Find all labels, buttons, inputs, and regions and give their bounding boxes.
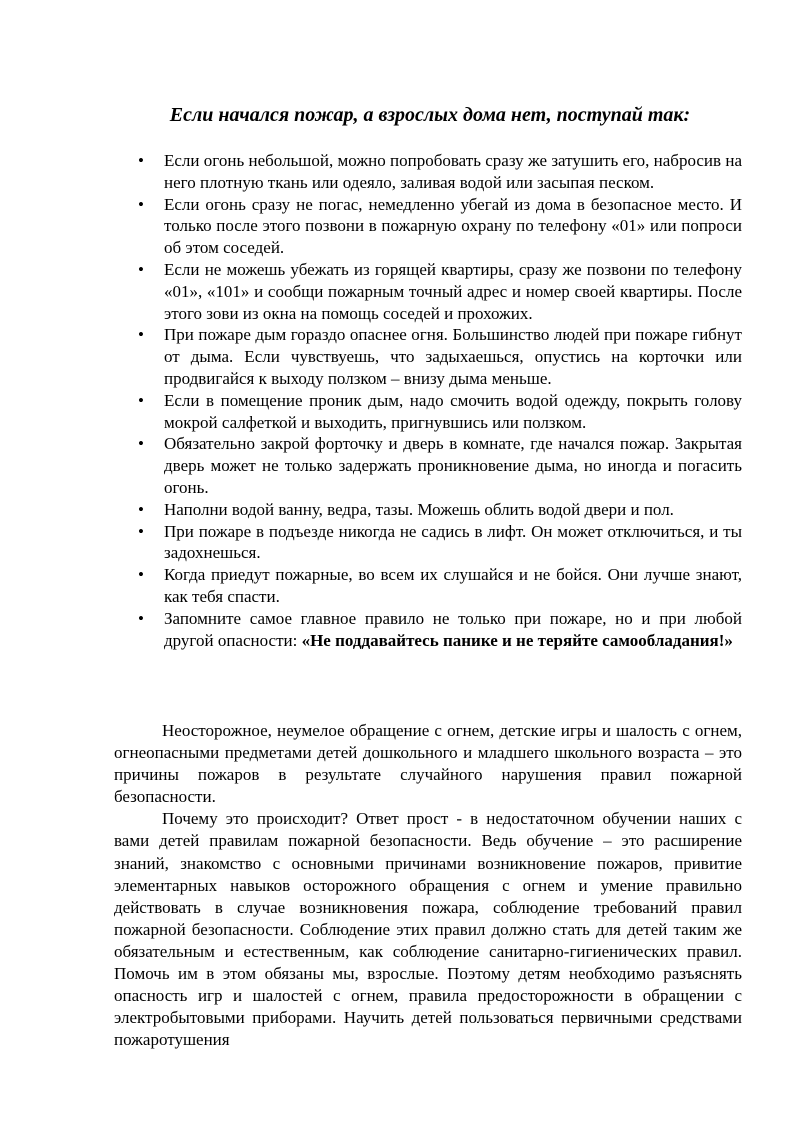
bullet-icon: • (138, 390, 144, 410)
list-item (138, 499, 742, 521)
list-item-text: Когда приедут пожарные, во всем их слушайся и не бойся. Они лучше знают, как тебя спасти. (164, 565, 742, 606)
list-item (138, 390, 742, 434)
bullet-icon: • (138, 499, 144, 519)
bullet-icon: • (138, 151, 144, 170)
list-item (138, 433, 742, 498)
list-item (138, 324, 742, 389)
list-item (138, 521, 742, 565)
bullet-icon: • (138, 608, 144, 628)
list-item (138, 608, 742, 652)
list-item-text: Запомните самое главное правило не только при пожаре, но и при любой другой опасности: (164, 608, 742, 650)
list-item-text: При пожаре дым гораздо опаснее огня. Большинство людей при пожаре гибнут от дыма. Если чувствуешь, что задыхаешься, опустись на корточки или продвигайся к выходу ползком – внизу дыма меньше. (164, 325, 742, 388)
bullet-icon: • (138, 325, 144, 345)
list-item-text: Обязательно закрой форточку и дверь в комнате, где начался пожар. Закрытая дверь может не только задержать проникновение дыма, но иногда и погасить огонь. (164, 434, 742, 497)
bullet-icon: • (138, 259, 144, 279)
bullet-icon: • (138, 194, 144, 214)
list-item-text: Если огонь сразу не погас, немедленно убегай из дома в безопасное место. И только после этого позвони в пожарную охрану по телефону «01» или попроси об этом соседей. (164, 194, 742, 258)
list-item (138, 259, 742, 324)
list-item-text: Если огонь небольшой, можно попробовать сразу же затушить его, набросив на него плотную ткань или одеяло, заливая водой или засыпая песком. (164, 151, 742, 192)
page-title: Если начался пожар, а взрослых дома нет, поступай так: (169, 104, 691, 126)
paragraph: Неосторожное, неумелое обращение с огнем, детские игры и шалость с огнем, огнеопасными предметами детей дошкольного и младшего школьного возраста – это причины пожаров в результате случайного нарушения правил пожарной безопасности. (114, 721, 742, 807)
bullet-icon: • (138, 521, 144, 541)
list-item (138, 150, 742, 194)
list-item-text: Если не можешь убежать из горящей квартиры, сразу же позвони по телефону «01», «101» и сообщи пожарным точный адрес и номер своей квартиры. После этого зови из окна на помощь соседей и прохожих. (164, 259, 742, 323)
safety-rules-list (138, 150, 742, 651)
body-text (114, 720, 742, 1051)
main-rule-emphasis: «Не поддавайтесь панике и не теряйте самообладания!» (301, 630, 733, 650)
list-item (138, 194, 742, 259)
list-item (138, 564, 742, 608)
bullet-icon: • (138, 565, 144, 585)
list-item-text: При пожаре в подъезде никогда не садись в лифт. Он может отключиться, и ты задохнешься. (164, 521, 742, 563)
list-item-text: Наполни водой ванну, ведра, тазы. Можешь облить водой двери и пол. (164, 499, 674, 519)
list-item-text: Если в помещение проник дым, надо смочить водой одежду, покрыть голову мокрой салфеткой и выходить, пригнувшись или ползком. (164, 390, 742, 432)
bullet-icon: • (138, 434, 144, 454)
paragraph: Почему это происходит? Ответ прост - в недостаточном обучении наших с вами детей правилам пожарной безопасности. Ведь обучение – это расширение знаний, знакомство с основными причинами возникновение пожаров, привитие элементарных навыков осторожного обращения с огнем и умение правильно действовать в случае возникновения пожара, соблюдение требований правил пожарной безопасности. Соблюдение этих правил должно стать для детей таким же обязательным и естественным, как соблюдение санитарно-гигиенических правил. Помочь им в этом обязаны мы, взрослые. Поэтому детям необходимо разъяснять опасность игр и шалостей с огнем, правила предосторожности в обращении с электробытовыми приборами. Научить детей пользоваться первичными средствами пожаротушения (114, 809, 742, 1050)
